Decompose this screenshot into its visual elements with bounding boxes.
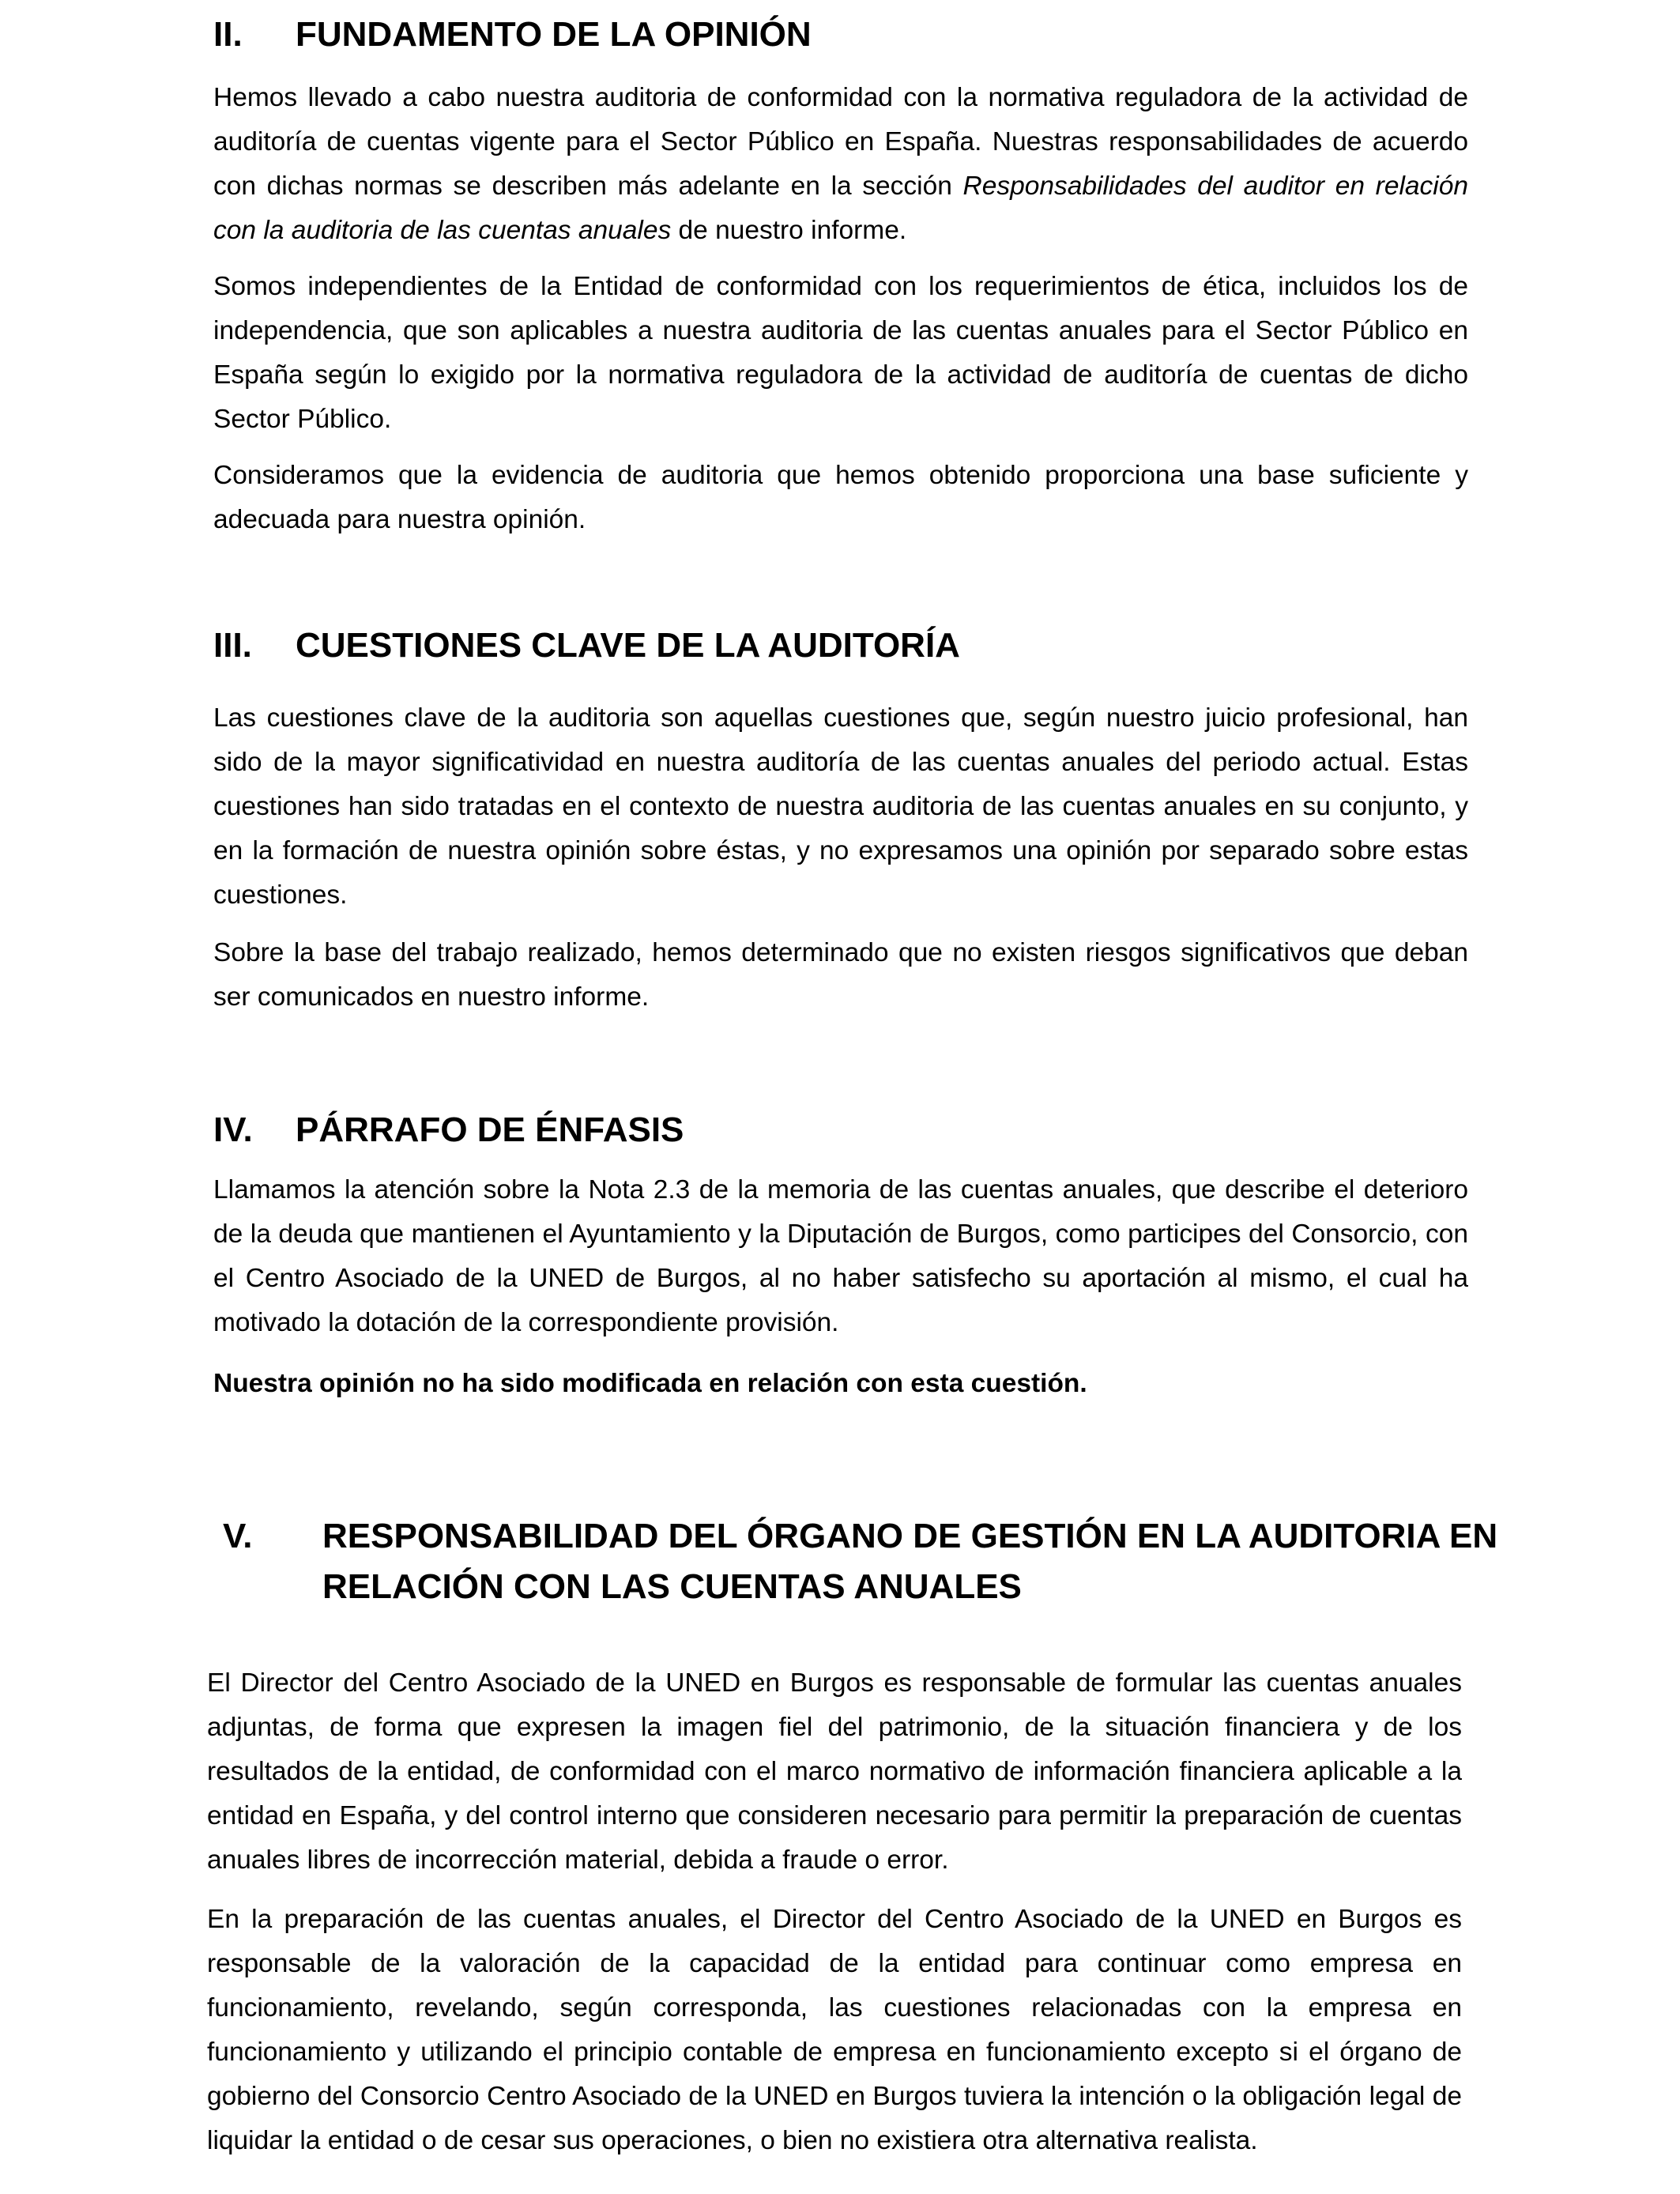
- paragraph-enfasis-1: Llamamos la atención sobre la Nota 2.3 de la memoria de las cuentas anuales, que describe el deterioro de la deuda que mantienen el Ayuntamiento y la Diputación de Burgos, como participes del Consorcio, con el Centro Asociado de la UNED de Burgos, al no haber satisfecho su aportación al mismo, el cual ha motivado la dotación de la correspondiente provisión.: [213, 1175, 1468, 1337]
- paragraph-responsabilidad-1: El Director del Centro Asociado de la UNED en Burgos es responsable de formular las cuentas anuales adjuntas, de forma que expresen la imagen fiel del patrimonio, de la situación financiera y de los resultados de la entidad, de conformidad con el marco normativo de información financiera aplicable a la entidad en España, y del control interno que consideren necesario para permitir la preparación de cuentas anuales libres de incorrección material, debida a fraude o error.: [207, 1668, 1462, 1875]
- section-title-line-1: RESPONSABILIDAD DEL ÓRGANO DE GESTIÓN EN LA AUDITORIA EN: [322, 1517, 1498, 1555]
- section-number: III.: [213, 626, 252, 665]
- paragraph-responsabilidad-2: En la preparación de las cuentas anuales, el Director del Centro Asociado de la UNED en Burgos es responsable de la valoración de la capacidad de la entidad para continuar como empresa en funcionamiento, revelando, según corresponda, las cuestiones relacionadas con la empresa en funcionamiento y utilizando el principio contable de empresa en funcionamiento excepto si el órgano de gobierno del Consorcio Centro Asociado de la UNED en Burgos tuviera la intención o la obligación legal de liquidar la entidad o de cesar sus operaciones, o bien no existiera otra alternativa realista.: [207, 1905, 1462, 2155]
- section-heading-responsabilidad: [223, 1511, 1498, 1612]
- section-title-line-2: RELACIÓN CON LAS CUENTAS ANUALES: [322, 1567, 1022, 1606]
- section-title: PÁRRAFO DE ÉNFASIS: [296, 1110, 684, 1149]
- section-number: IV.: [213, 1110, 253, 1149]
- paragraph-cuestiones-2: Sobre la base del trabajo realizado, hemos determinado que no existen riesgos significativos que deban ser comunicados en nuestro informe.: [213, 938, 1468, 1012]
- section-number: V.: [223, 1517, 253, 1555]
- section-heading-enfasis: [213, 1105, 1478, 1155]
- section-number: II.: [213, 15, 243, 54]
- paragraph-enfasis-2: Nuestra opinión no ha sido modificada en relación con esta cuestión.: [213, 1369, 1087, 1398]
- section-title: FUNDAMENTO DE LA OPINIÓN: [296, 15, 812, 54]
- paragraph-fundamento-3: Consideramos que la evidencia de auditoria que hemos obtenido proporciona una base suficiente y adecuada para nuestra opinión.: [213, 461, 1468, 534]
- paragraph-cuestiones-1: Las cuestiones clave de la auditoria son aquellas cuestiones que, según nuestro juicio profesional, han sido de la mayor significatividad en nuestra auditoría de las cuentas anuales del periodo actual. Estas cuestiones han sido tratadas en el contexto de nuestra auditoria de las cuentas anuales en su conjunto, y en la formación de nuestra opinión sobre éstas, y no expresamos una opinión por separado sobre estas cuestiones.: [213, 703, 1468, 910]
- paragraph-text: Hemos llevado a cabo nuestra auditoria de conformidad con la normativa reguladora de la actividad de auditoría de cuentas vigente para el Sector Público en España. Nuestras responsabilidades de acuerdo con dichas normas se describen más adelante en la sección: [213, 83, 1468, 201]
- paragraph-fundamento-1: [213, 76, 1468, 253]
- paragraph-italic-text: Responsabilidades del auditor en relación con la auditoria de las cuentas anuales: [213, 172, 1468, 245]
- section-heading-cuestiones-clave: [213, 620, 1478, 671]
- paragraph-fundamento-2: Somos independientes de la Entidad de conformidad con los requerimientos de ética, incluidos los de independencia, que son aplicables a nuestra auditoria de las cuentas anuales para el Sector Público en España según lo exigido por la normativa reguladora de la actividad de auditoría de cuentas de dicho Sector Público.: [213, 272, 1468, 434]
- section-heading-fundamento: [213, 9, 1478, 60]
- section-title: CUESTIONES CLAVE DE LA AUDITORÍA: [296, 626, 960, 665]
- paragraph-text: de nuestro informe.: [671, 216, 907, 245]
